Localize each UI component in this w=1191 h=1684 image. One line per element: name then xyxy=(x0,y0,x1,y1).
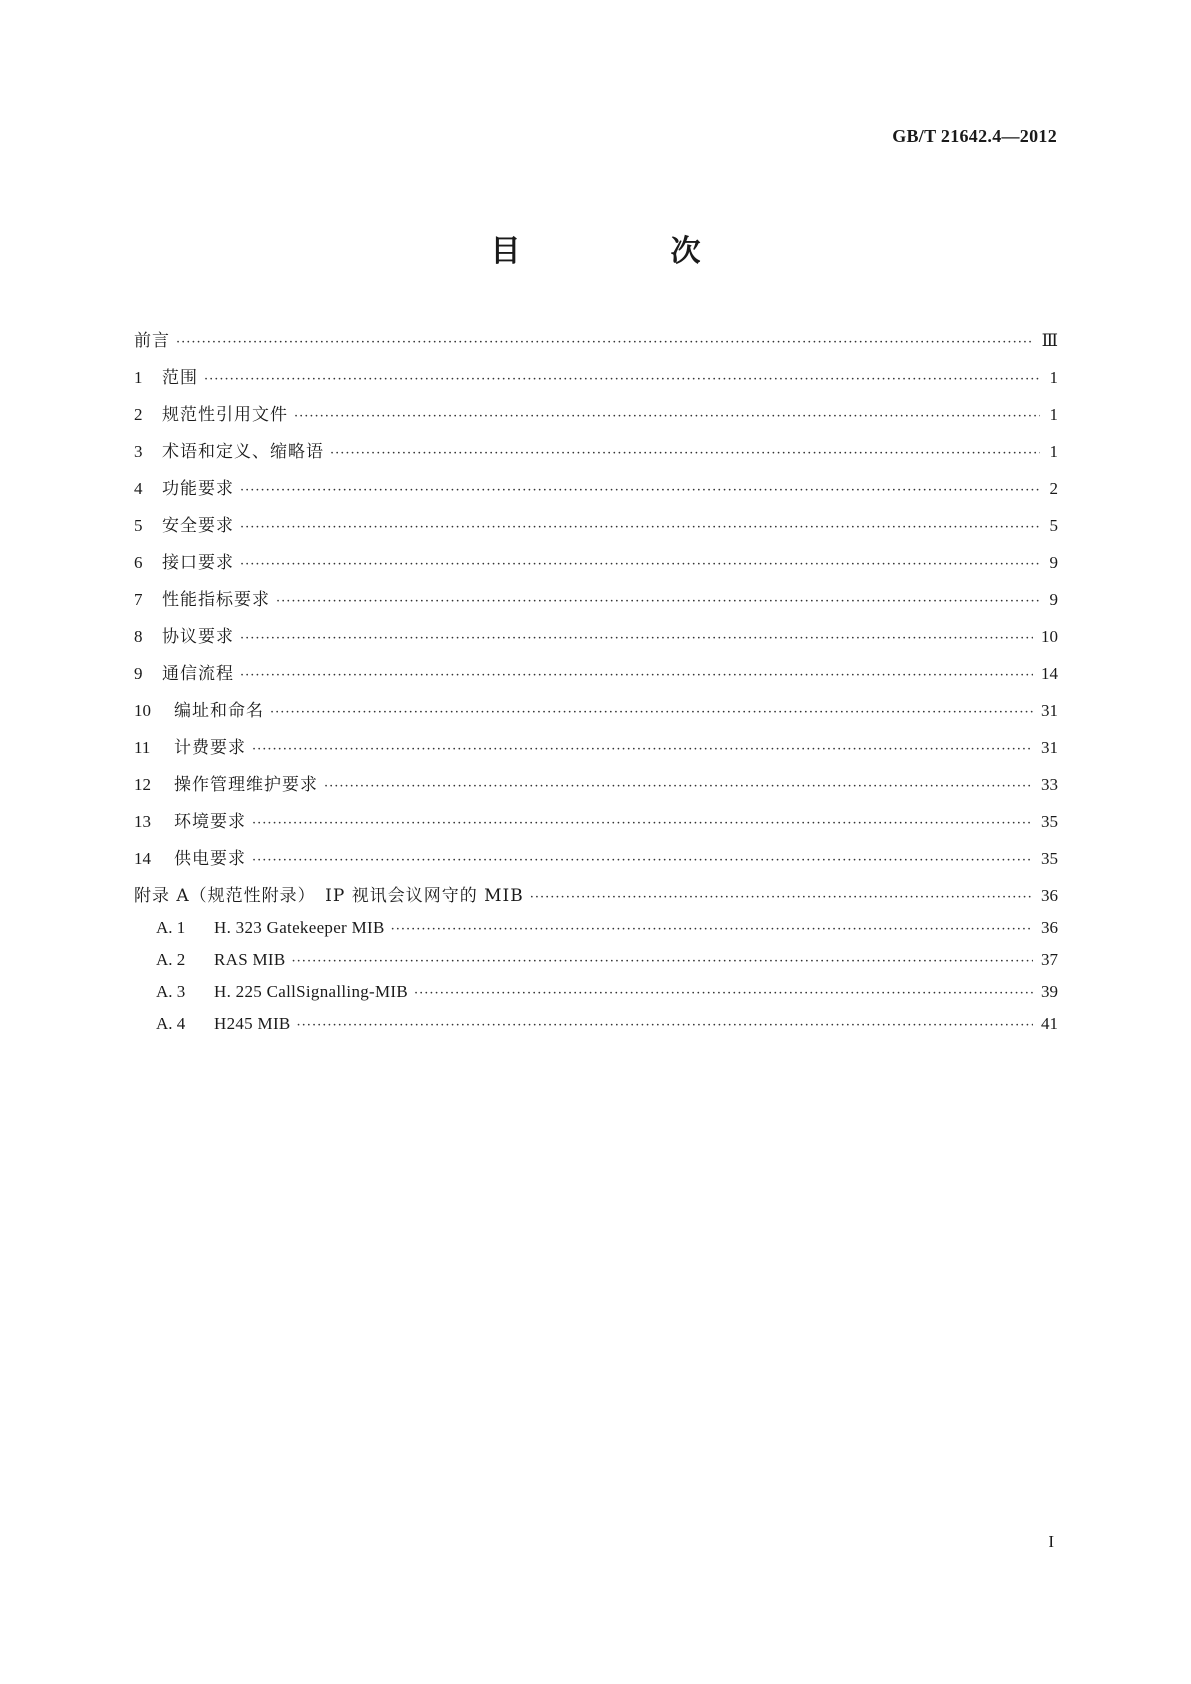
toc-page: 31 xyxy=(1041,701,1058,720)
toc-label: 功能要求 xyxy=(162,479,234,499)
toc-entry-6[interactable] xyxy=(134,548,1058,585)
leader-dots xyxy=(391,922,1033,937)
leader-dots xyxy=(330,446,1040,461)
toc-page: 33 xyxy=(1041,775,1058,794)
toc-page: 1 xyxy=(1049,442,1058,461)
leader-dots xyxy=(276,594,1040,609)
toc-number: 10 xyxy=(134,701,151,720)
toc-page: 1 xyxy=(1049,405,1058,424)
leader-dots xyxy=(270,705,1033,720)
leader-dots xyxy=(240,520,1040,535)
toc-label: 供电要求 xyxy=(174,849,246,869)
toc-number: 8 xyxy=(134,627,143,646)
toc-page: 9 xyxy=(1049,553,1058,572)
leader-dots xyxy=(240,668,1033,683)
toc-entry-a2[interactable] xyxy=(134,950,1058,982)
toc-number: 13 xyxy=(134,812,151,831)
toc-label: 环境要求 xyxy=(174,812,246,832)
toc-entry-8[interactable] xyxy=(134,622,1058,659)
toc-number: 1 xyxy=(134,368,143,387)
leader-dots xyxy=(294,409,1040,424)
toc-number: A. 3 xyxy=(156,982,186,1001)
toc-number: 14 xyxy=(134,849,151,868)
toc-label: 操作管理维护要求 xyxy=(174,775,318,795)
toc-entry-3[interactable] xyxy=(134,437,1058,474)
toc-label: 通信流程 xyxy=(162,664,234,684)
toc-entry-1[interactable] xyxy=(134,363,1058,400)
toc-page: 1 xyxy=(1049,368,1058,387)
leader-dots xyxy=(530,890,1033,905)
toc-page: 10 xyxy=(1041,627,1058,646)
toc-number: A. 1 xyxy=(156,918,186,937)
toc-label: 性能指标要求 xyxy=(162,590,270,610)
leader-dots xyxy=(176,335,1034,350)
toc-label: 安全要求 xyxy=(162,516,234,536)
toc-number: 9 xyxy=(134,664,143,683)
toc-label: 规范性引用文件 xyxy=(162,405,288,425)
toc-page: Ⅲ xyxy=(1041,331,1058,350)
toc-entry-2[interactable] xyxy=(134,400,1058,437)
toc-title: 目 次 xyxy=(490,234,761,269)
leader-dots xyxy=(414,986,1033,1001)
toc-page: 36 xyxy=(1041,886,1058,905)
standard-code: GB/T 21642.4—2012 xyxy=(892,126,1057,146)
leader-dots xyxy=(240,631,1033,646)
toc-number: A. 2 xyxy=(156,950,186,969)
toc-entry-9[interactable] xyxy=(134,659,1058,696)
toc-entry-10[interactable] xyxy=(134,696,1058,733)
toc-entry-13[interactable] xyxy=(134,807,1058,844)
toc-label: 计费要求 xyxy=(174,738,246,758)
toc-label: 附录 A（规范性附录） IP 视讯会议网守的 MIB xyxy=(134,886,524,906)
toc-label: 范围 xyxy=(162,368,198,388)
toc-number: 12 xyxy=(134,775,151,794)
toc-label: 接口要求 xyxy=(162,553,234,573)
toc-entry-11[interactable] xyxy=(134,733,1058,770)
toc-label: RAS MIB xyxy=(214,950,286,969)
toc-page: 9 xyxy=(1049,590,1058,609)
toc-number: 3 xyxy=(134,442,143,461)
leader-dots xyxy=(204,372,1040,387)
leader-dots xyxy=(240,483,1040,498)
toc-page: 5 xyxy=(1049,516,1058,535)
toc-label: 前言 xyxy=(134,331,170,351)
leader-dots xyxy=(292,954,1033,969)
toc-entry-a1[interactable] xyxy=(134,918,1058,950)
toc-page: 36 xyxy=(1041,918,1058,937)
leader-dots xyxy=(252,853,1033,868)
toc-label: 术语和定义、缩略语 xyxy=(162,442,324,462)
toc-label: 协议要求 xyxy=(162,627,234,647)
toc-number: 5 xyxy=(134,516,143,535)
toc-entry-12[interactable] xyxy=(134,770,1058,807)
toc-page: 37 xyxy=(1041,950,1058,969)
toc-page: 14 xyxy=(1041,664,1058,683)
leader-dots xyxy=(324,779,1033,794)
toc-number: 7 xyxy=(134,590,143,609)
toc-label: H. 225 CallSignalling-MIB xyxy=(214,982,409,1001)
toc-number: A. 4 xyxy=(156,1014,186,1033)
toc-page: 31 xyxy=(1041,738,1058,757)
toc-page: 35 xyxy=(1041,849,1058,868)
toc-number: 2 xyxy=(134,405,143,424)
leader-dots xyxy=(252,742,1033,757)
toc-label: H. 323 Gatekeeper MIB xyxy=(214,918,385,937)
toc-entry-appendix-a[interactable] xyxy=(134,881,1058,918)
toc-page: 39 xyxy=(1041,982,1058,1001)
table-of-contents xyxy=(134,326,1058,1046)
toc-entry-a4[interactable] xyxy=(134,1014,1058,1046)
toc-page: 2 xyxy=(1049,479,1058,498)
toc-label: H245 MIB xyxy=(214,1014,291,1033)
toc-entry-14[interactable] xyxy=(134,844,1058,881)
leader-dots xyxy=(297,1018,1033,1033)
toc-number: 4 xyxy=(134,479,143,498)
toc-entry-7[interactable] xyxy=(134,585,1058,622)
toc-label: 编址和命名 xyxy=(174,701,264,721)
toc-number: 6 xyxy=(134,553,143,572)
page-number: I xyxy=(1048,1532,1054,1551)
toc-entry-a3[interactable] xyxy=(134,982,1058,1014)
toc-entry-4[interactable] xyxy=(134,474,1058,511)
toc-page: 41 xyxy=(1041,1014,1058,1033)
toc-page: 35 xyxy=(1041,812,1058,831)
leader-dots xyxy=(240,557,1040,572)
toc-entry-foreword[interactable] xyxy=(134,326,1058,363)
toc-number: 11 xyxy=(134,738,151,757)
toc-entry-5[interactable] xyxy=(134,511,1058,548)
leader-dots xyxy=(252,816,1033,831)
